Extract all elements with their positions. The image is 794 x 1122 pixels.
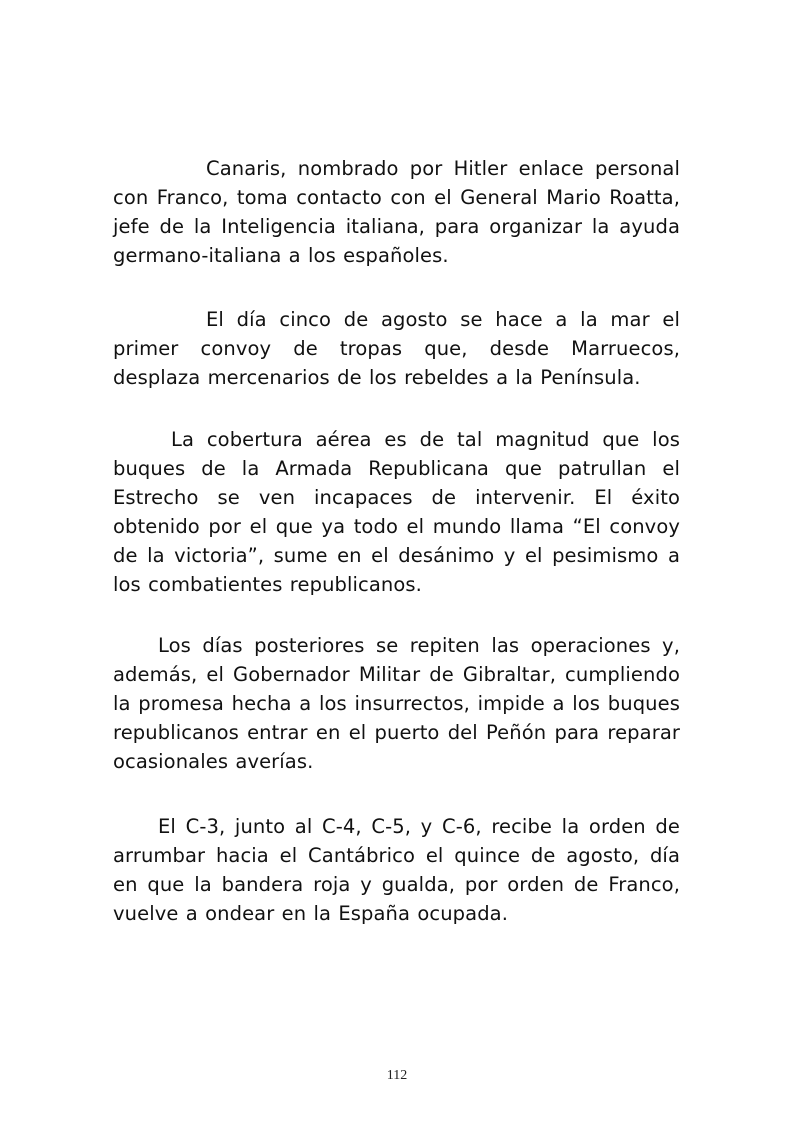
paragraph-c3-orders (113, 812, 680, 928)
page-number: 112 (386, 1068, 408, 1083)
paragraph-text: La cobertura aérea es de tal magnitud que los buques de la Armada Republicana que patrullan el Estrecho se ven incapaces de intervenir. El éxito obtenido por el que ya todo el mundo llama “El convoy de la victoria”, sume en el desánimo y el pesimismo a los combatientes republicanos. (113, 428, 680, 596)
paragraph-gibraltar (113, 631, 680, 776)
paragraph-text: El C-3, junto al C-4, C-5, y C-6, recibe la orden de arrumbar hacia el Cantábrico el quince de agosto, día en que la bandera roja y gualda, por orden de Franco, vuelve a ondear en la España ocupada. (113, 815, 680, 925)
paragraph-text: El día cinco de agosto se hace a la mar el primer convoy de tropas que, desde Marruecos, desplaza mercenarios de los rebeldes a la Península. (113, 308, 680, 389)
paragraph-canaris (113, 154, 680, 270)
paragraph-text: Canaris, nombrado por Hitler enlace personal con Franco, toma contacto con el General Mario Roatta, jefe de la Inteligencia italiana, para organizar la ayuda germano-italiana a los españoles. (113, 157, 680, 267)
paragraph-air-cover (113, 425, 680, 599)
paragraph-first-convoy (113, 305, 680, 392)
paragraph-text: Los días posteriores se repiten las operaciones y, además, el Gobernador Militar de Gibraltar, cumpliendo la promesa hecha a los insurrectos, impide a los buques republicanos entrar en el puerto del Peñón para reparar ocasionales averías. (113, 634, 680, 773)
